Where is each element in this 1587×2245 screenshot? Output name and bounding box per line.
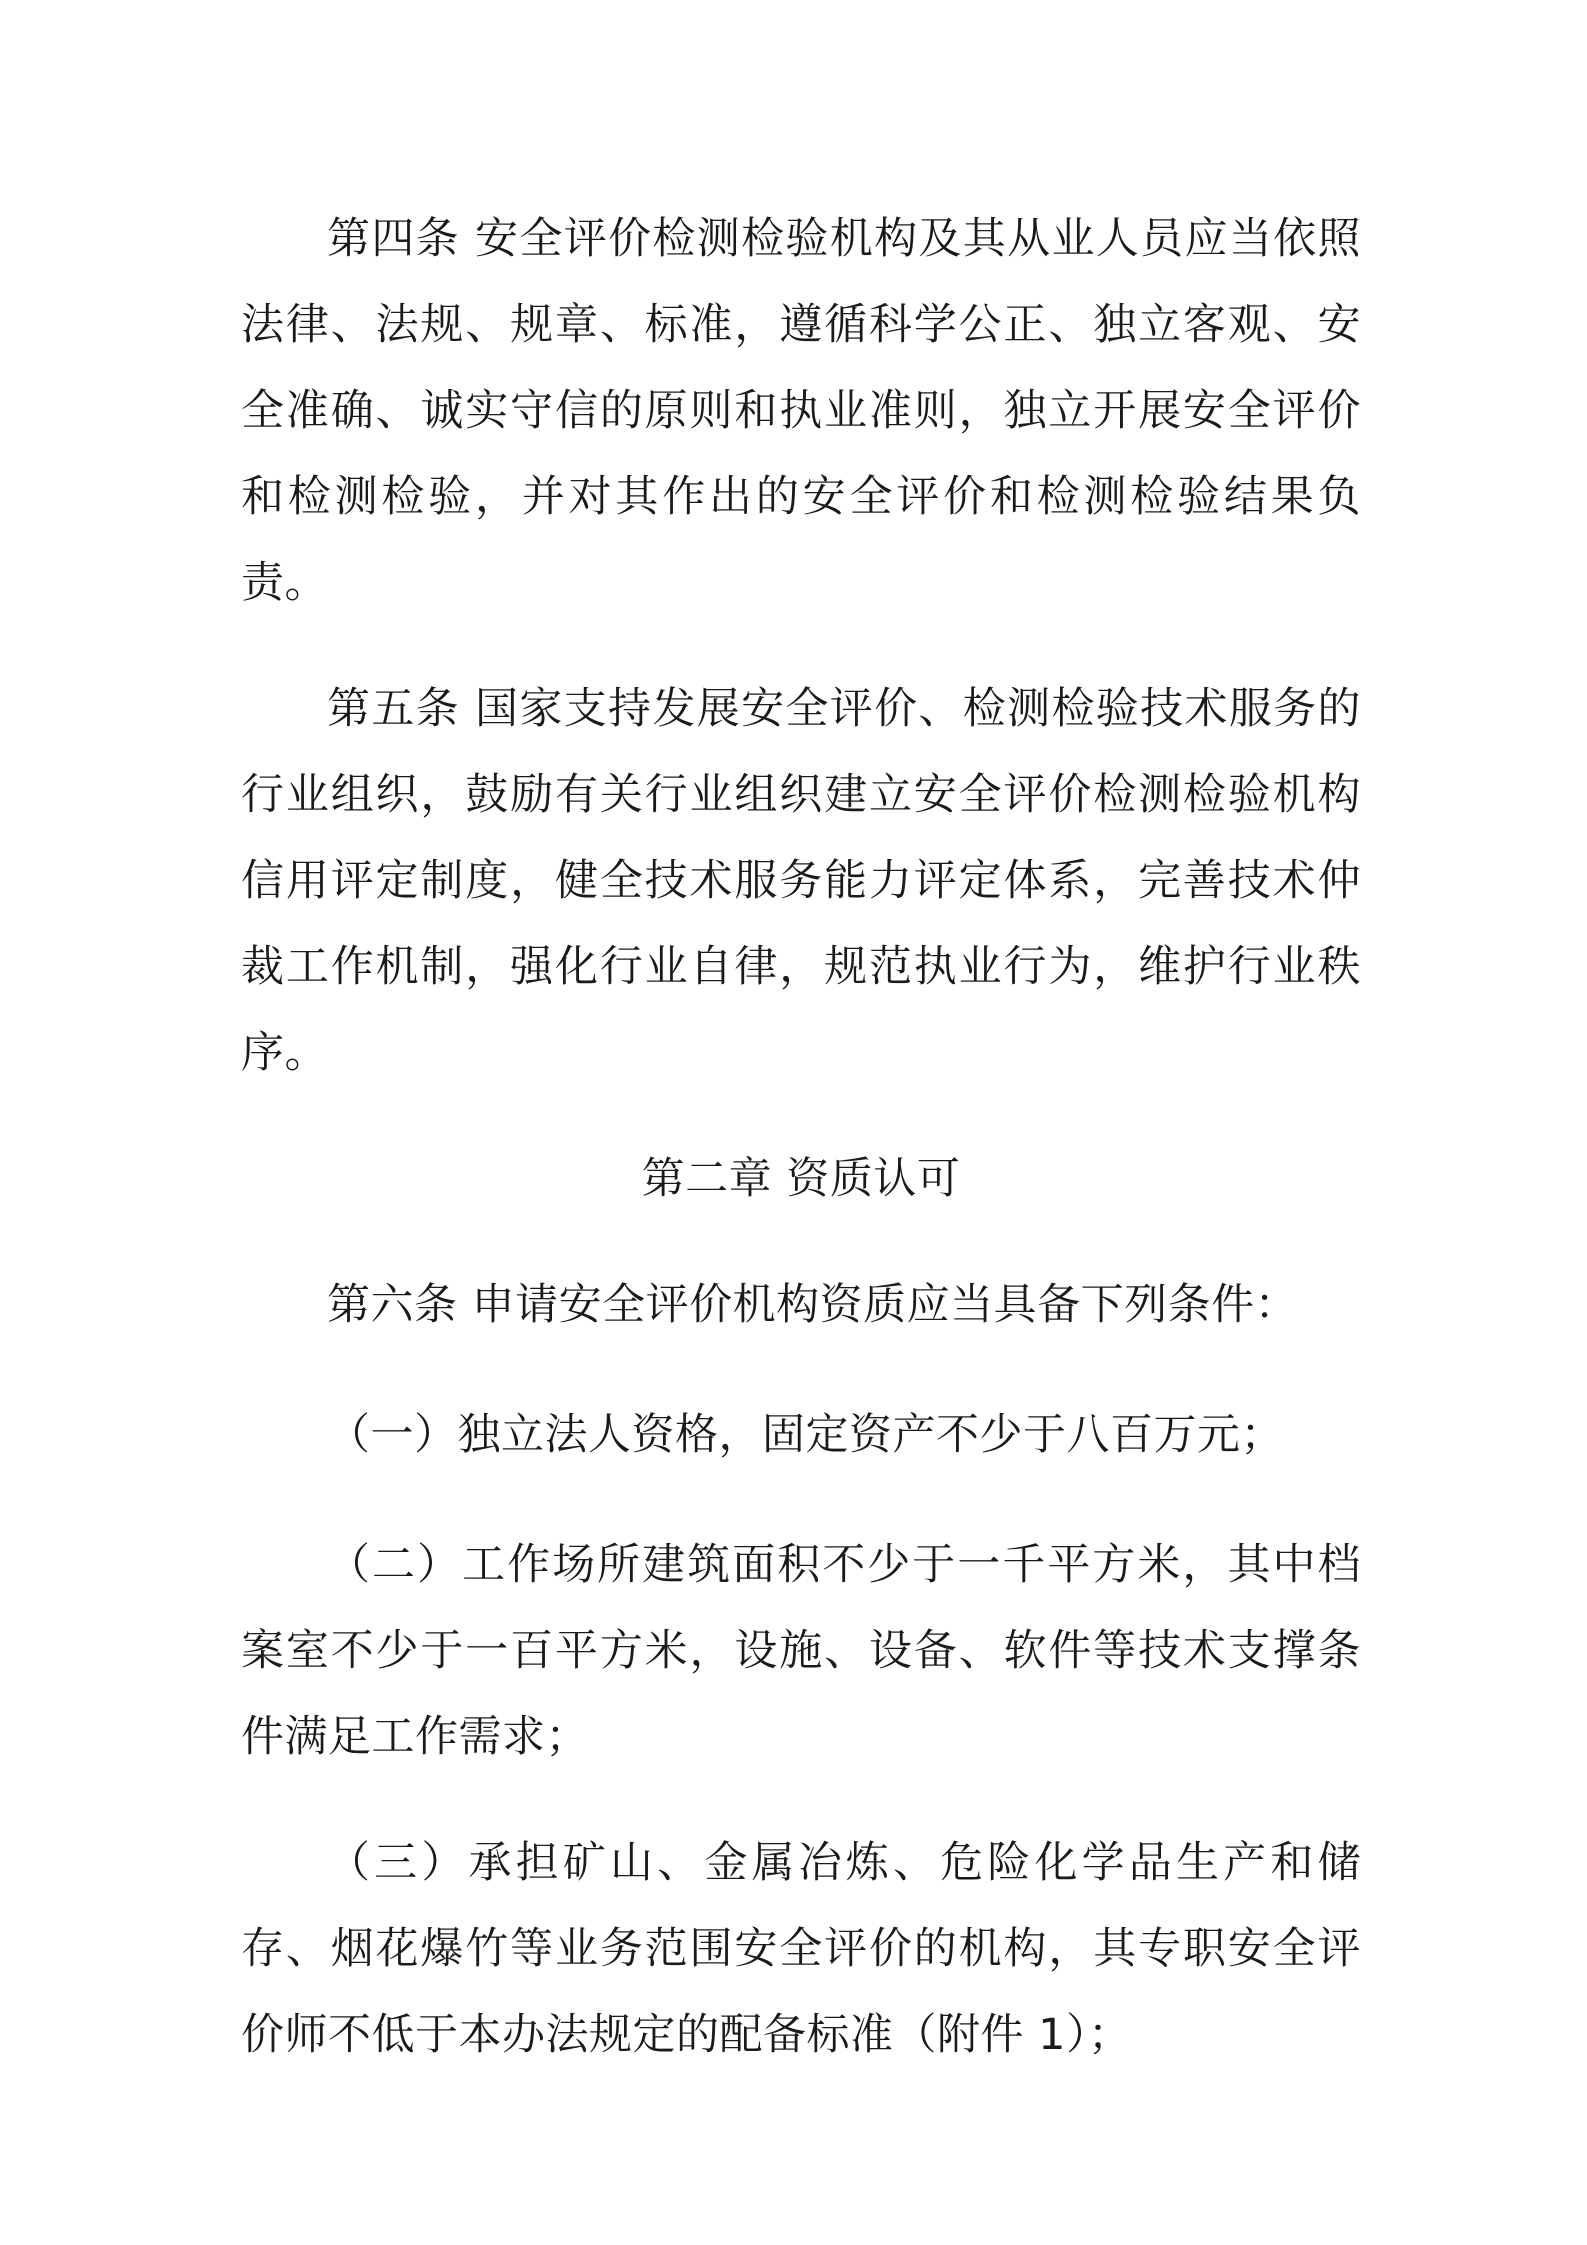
document-body <box>241 196 1361 2118</box>
article-6-paragraph: 第六条 申请安全评价机构资质应当具备下列条件： <box>327 1280 1299 1330</box>
article-4-paragraph: 第四条 安全评价检测检验机构及其从业人员应当依照法律、法规、规章、标准，遵循科学公正、独立客观、安全准确、诚实守信的原则和执业准则，独立开展安全评价和检测检验，并对其作出的安全评价和检测检验结果负责。 <box>241 214 1361 608</box>
condition-item-2: （二）工作场所建筑面积不少于一千平方米，其中档案室不少于一百平方米，设施、设备、软件等技术支撑条件满足工作需求； <box>241 1540 1361 1762</box>
condition-item-3: （三）承担矿山、金属冶炼、危险化学品生产和储存、烟花爆竹等业务范围安全评价的机构，其专职安全评价师不低于本办法规定的配备标准（附件 1）； <box>241 1838 1361 2060</box>
article-5-paragraph: 第五条 国家支持发展安全评价、检测检验技术服务的行业组织，鼓励有关行业组织建立安全评价检测检验机构信用评定制度，健全技术服务能力评定体系，完善技术仲裁工作机制，强化行业自律，规范执业行为，维护行业秩序。 <box>241 684 1361 1078</box>
condition-item-1: （一）独立法人资格，固定资产不少于八百万元； <box>327 1410 1284 1460</box>
chapter-2-title: 第二章 资质认可 <box>641 1154 961 1204</box>
